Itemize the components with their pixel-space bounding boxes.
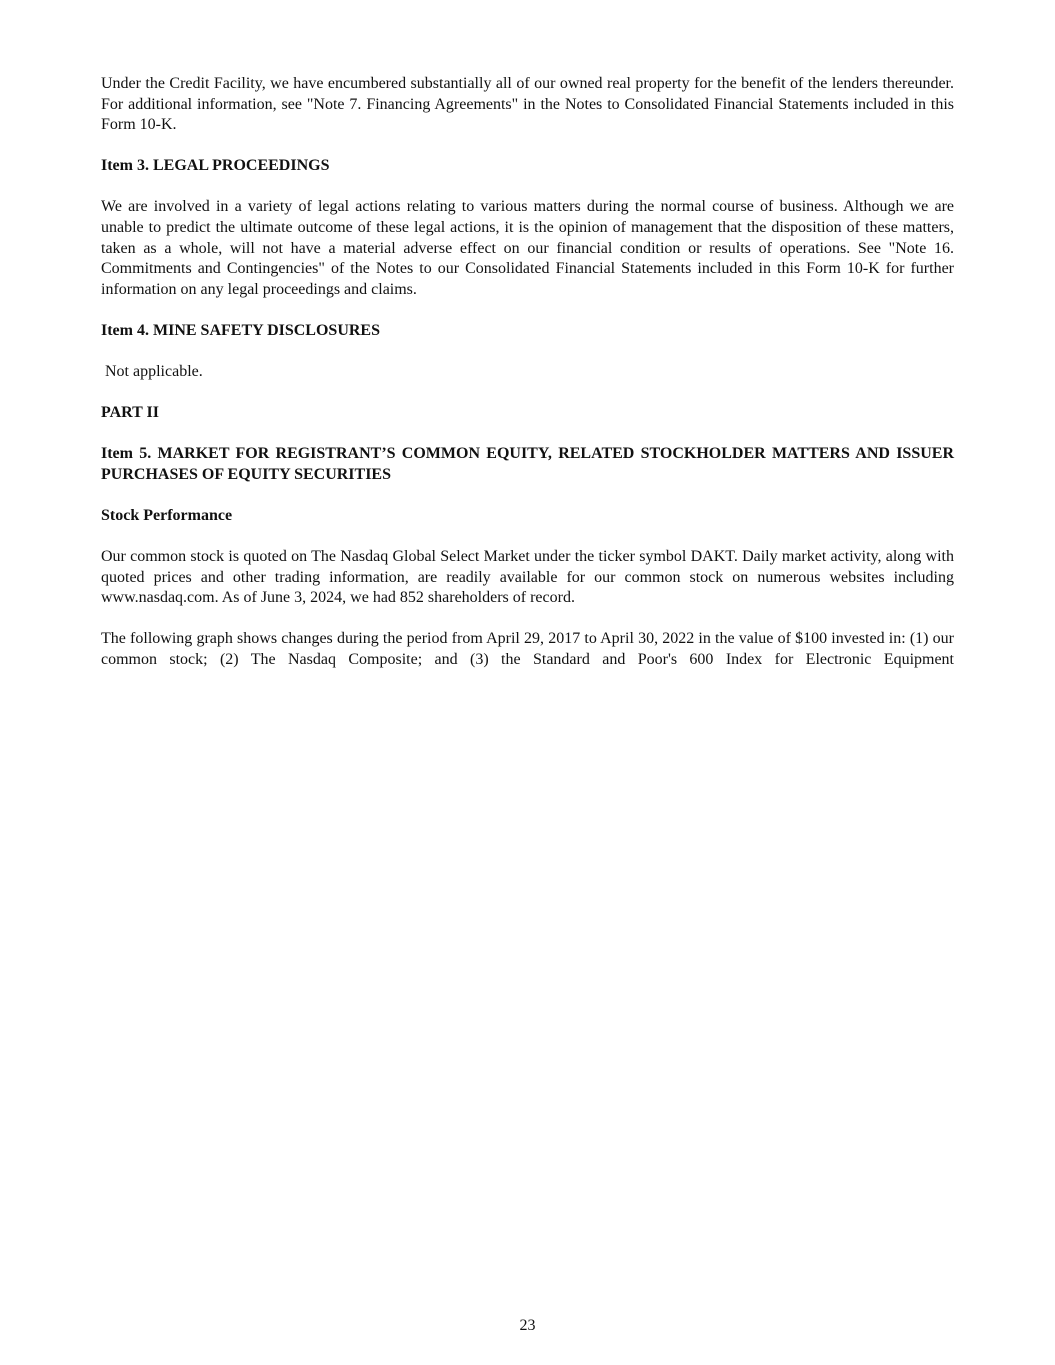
part-2-heading: PART II [101, 404, 159, 422]
performance-graph-paragraph: The following graph shows changes during the period from April 29, 2017 to April 30, 2022 in the value of $100 invested in: (1) our common stock; (2) The Nasdaq Composite; and (3) the Standard and Poor's 600 Index for Electronic Equipment [101, 630, 954, 668]
document-page [101, 74, 954, 670]
item-5-heading: Item 5. MARKET FOR REGISTRANT’S COMMON EQUITY, RELATED STOCKHOLDER MATTERS AND ISSUER PURCHASES OF EQUITY SECURITIES [101, 445, 954, 483]
item-4-heading: Item 4. MINE SAFETY DISCLOSURES [101, 321, 380, 339]
item-3-heading: Item 3. LEGAL PROCEEDINGS [101, 157, 330, 175]
credit-facility-paragraph: Under the Credit Facility, we have encumbered substantially all of our owned real property for the benefit of the lenders thereunder. For additional information, see "Note 7. Financing Agreements" in the Notes to Consolidated Financial Statements included in this Form 10-K. [101, 75, 954, 134]
stock-quotation-paragraph: Our common stock is quoted on The Nasdaq Global Select Market under the ticker symbol DAKT. Daily market activity, along with quoted prices and other trading information, are readily available for our common stock on numerous websites including www.nasdaq.com. As of June 3, 2024, we had 852 shareholders of record. [101, 547, 954, 607]
page-number: 23 [519, 1317, 536, 1334]
not-applicable-paragraph: Not applicable. [105, 362, 203, 380]
legal-proceedings-paragraph: We are involved in a variety of legal actions relating to various matters during the normal course of business. Although we are unable to predict the ultimate outcome of these legal actions, it is the opinion of management that the disposition of these matters, taken as a whole, will not have a material adverse effect on our financial condition or results of operations. See "Note 16. Commitments and Contingencies" of the Notes to our Consolidated Financial Statements included in this Form 10-K for further information on any legal proceedings and claims. [101, 198, 954, 298]
stock-performance-heading: Stock Performance [101, 506, 233, 524]
